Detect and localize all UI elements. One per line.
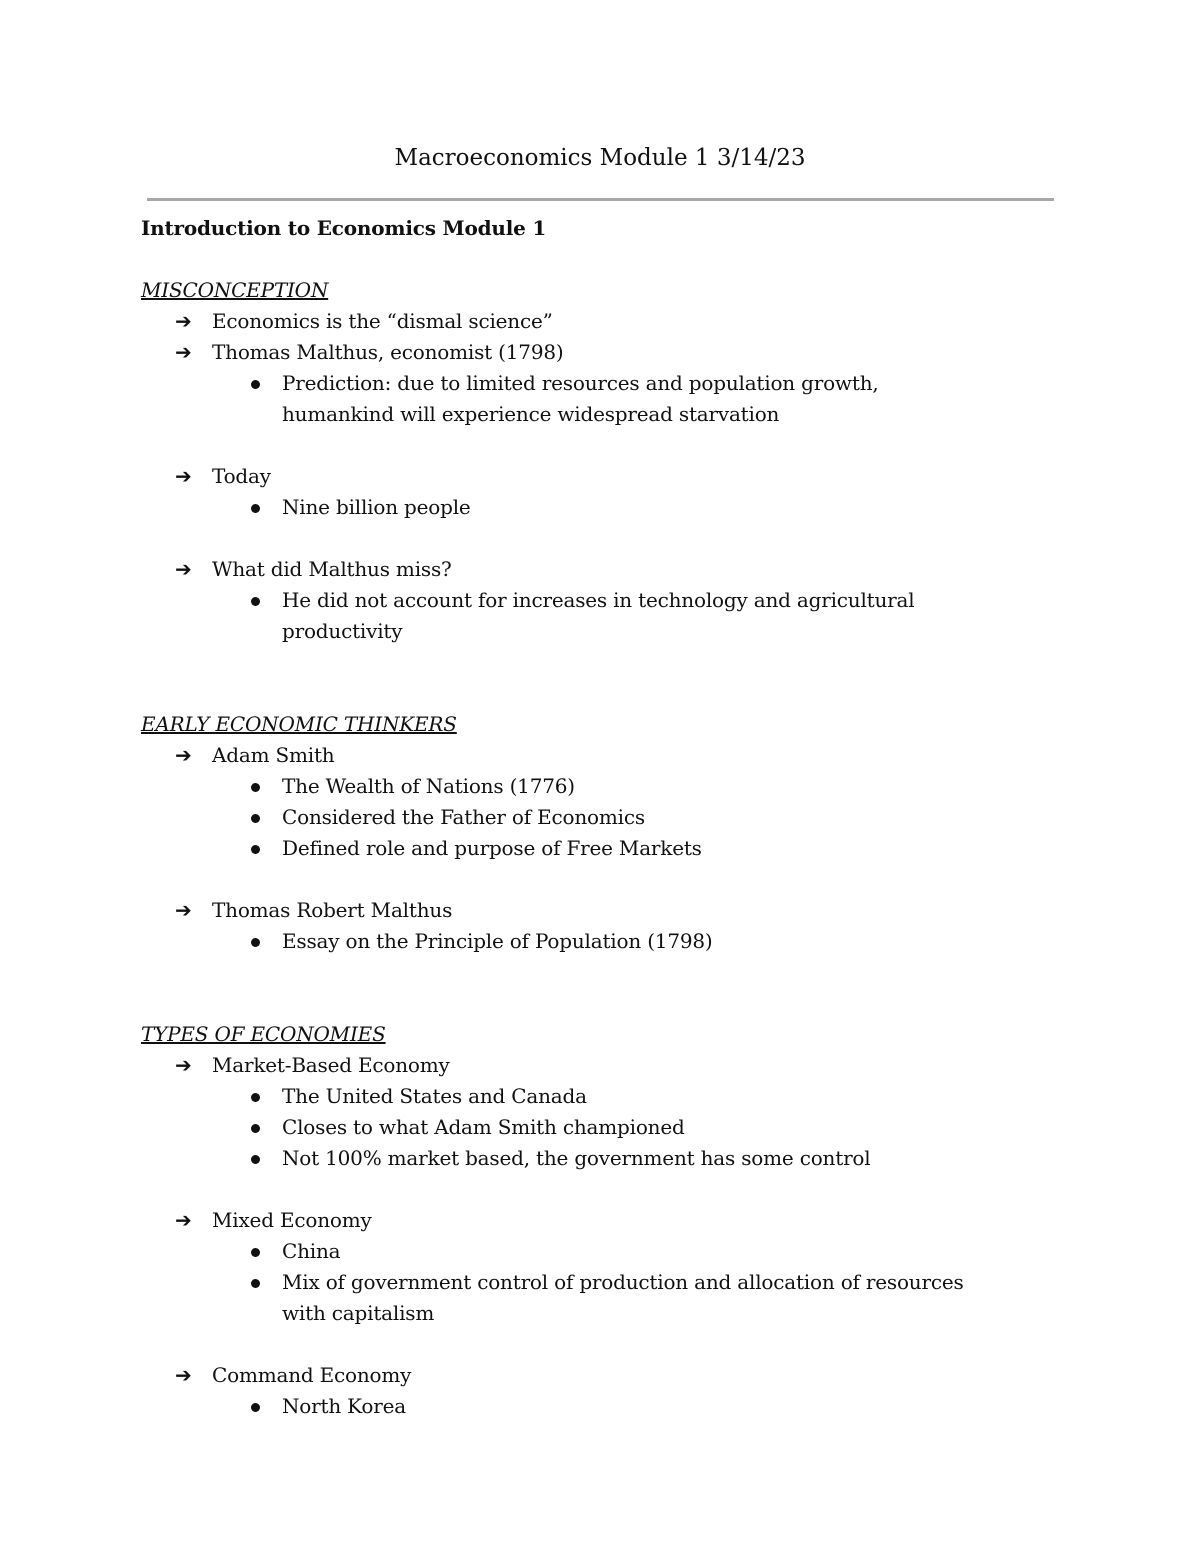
arrow-right-icon: ➔ xyxy=(175,1053,192,1077)
bullet-dot-icon xyxy=(251,1403,260,1412)
bullet-dot-icon xyxy=(251,1124,260,1133)
arrow-list-item xyxy=(141,1205,1041,1236)
arrow-right-icon: ➔ xyxy=(175,464,192,488)
arrow-item-text: Thomas Malthus, economist (1798) xyxy=(212,340,564,364)
arrow-right-icon: ➔ xyxy=(175,309,192,333)
bullet-item-text: Considered the Father of Economics xyxy=(282,805,645,829)
title-divider xyxy=(147,198,1054,201)
bullet-item-text: China xyxy=(282,1239,341,1263)
bullet-item-text: Essay on the Principle of Population (1798) xyxy=(282,929,713,953)
bullet-list-item xyxy=(141,492,1041,523)
bullet-dot-icon xyxy=(251,783,260,792)
arrow-item-text: Mixed Economy xyxy=(212,1208,372,1232)
bullet-list-item xyxy=(141,368,1041,430)
arrow-item-text: Command Economy xyxy=(212,1363,412,1387)
arrow-item-text: Economics is the “dismal science” xyxy=(212,309,553,333)
bullet-item-text: The United States and Canada xyxy=(282,1084,587,1108)
arrow-list-item xyxy=(141,740,1041,771)
arrow-list-item xyxy=(141,1360,1041,1391)
document-body xyxy=(141,213,1041,1422)
section-heading-misconception: MISCONCEPTION xyxy=(141,278,329,302)
bullet-item-text: He did not account for increases in technology and agricultural productivity xyxy=(282,588,915,643)
arrow-right-icon: ➔ xyxy=(175,340,192,364)
arrow-list-item xyxy=(141,306,1041,337)
bullet-list-item xyxy=(141,926,1041,957)
arrow-right-icon: ➔ xyxy=(175,1363,192,1387)
bullet-dot-icon xyxy=(251,504,260,513)
bullet-list-item xyxy=(141,1081,1041,1112)
arrow-item-text: Adam Smith xyxy=(212,743,335,767)
bullet-list-item xyxy=(141,1143,1041,1174)
document-title: Macroeconomics Module 1 3/14/23 xyxy=(394,145,806,171)
arrow-item-text: Market-Based Economy xyxy=(212,1053,450,1077)
bullet-list-item xyxy=(141,1112,1041,1143)
bullet-dot-icon xyxy=(251,1093,260,1102)
bullet-item-text: North Korea xyxy=(282,1394,406,1418)
bullet-list-item xyxy=(141,1267,1041,1329)
bullet-item-text: Closes to what Adam Smith championed xyxy=(282,1115,685,1139)
bullet-dot-icon xyxy=(251,1155,260,1164)
arrow-right-icon: ➔ xyxy=(175,557,192,581)
bullet-list-item xyxy=(141,585,1041,647)
arrow-right-icon: ➔ xyxy=(175,743,192,767)
arrow-right-icon: ➔ xyxy=(175,898,192,922)
bullet-dot-icon xyxy=(251,938,260,947)
bullet-list-item xyxy=(141,1236,1041,1267)
section-heading-early-economic-thinkers: EARLY ECONOMIC THINKERS xyxy=(141,712,457,736)
arrow-list-item xyxy=(141,1050,1041,1081)
document-subtitle: Introduction to Economics Module 1 xyxy=(141,216,547,240)
arrow-right-icon: ➔ xyxy=(175,1208,192,1232)
bullet-list-item xyxy=(141,1391,1041,1422)
bullet-list-item xyxy=(141,833,1041,864)
bullet-item-text: Nine billion people xyxy=(282,495,471,519)
arrow-list-item xyxy=(141,337,1041,368)
bullet-dot-icon xyxy=(251,380,260,389)
bullet-dot-icon xyxy=(251,814,260,823)
section-heading-types-of-economies: TYPES OF ECONOMIES xyxy=(141,1022,386,1046)
bullet-item-text: Mix of government control of production and allocation of resources with capitalism xyxy=(282,1270,964,1325)
arrow-list-item xyxy=(141,554,1041,585)
bullet-dot-icon xyxy=(251,1248,260,1257)
arrow-item-text: Thomas Robert Malthus xyxy=(212,898,453,922)
bullet-dot-icon xyxy=(251,1279,260,1288)
bullet-item-text: Defined role and purpose of Free Markets xyxy=(282,836,702,860)
bullet-item-text: The Wealth of Nations (1776) xyxy=(282,774,575,798)
bullet-list-item xyxy=(141,771,1041,802)
bullet-dot-icon xyxy=(251,845,260,854)
bullet-item-text: Not 100% market based, the government has some control xyxy=(282,1146,871,1170)
bullet-item-text: Prediction: due to limited resources and population growth, humankind will experience widespread starvation xyxy=(282,371,879,426)
arrow-list-item xyxy=(141,895,1041,926)
bullet-dot-icon xyxy=(251,597,260,606)
arrow-list-item xyxy=(141,461,1041,492)
arrow-item-text: Today xyxy=(212,464,271,488)
arrow-item-text: What did Malthus miss? xyxy=(212,557,452,581)
bullet-list-item xyxy=(141,802,1041,833)
